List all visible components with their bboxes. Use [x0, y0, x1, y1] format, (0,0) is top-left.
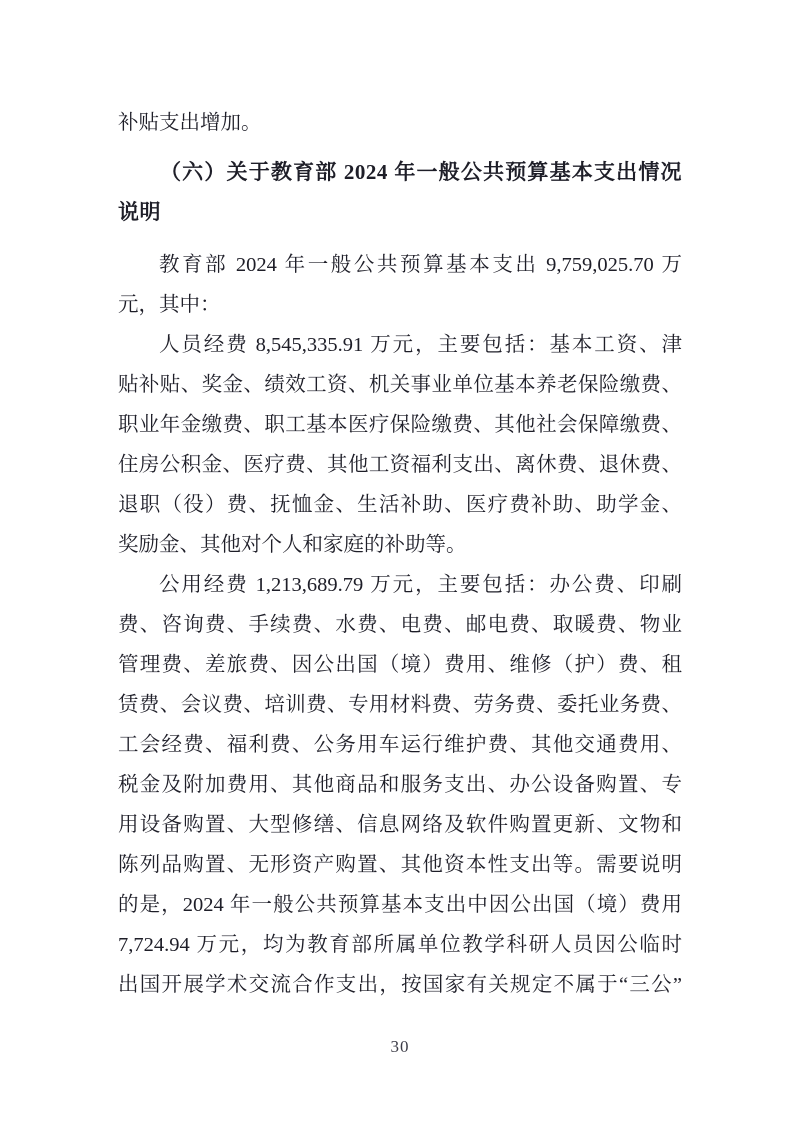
- text-blocks: [118, 103, 682, 1005]
- paragraph: [118, 325, 682, 565]
- text-line: 奖励金、其他对个人和家庭的补助等。: [118, 534, 467, 556]
- text-line: 公用经费 1,213,689.79 万元，主要包括：办公费、印刷: [159, 574, 682, 596]
- paragraph: [118, 103, 682, 143]
- text-line: 教育部 2024 年一般公共预算基本支出 9,759,025.70 万: [159, 254, 682, 276]
- paragraph: [118, 245, 682, 325]
- text-line: 退职（役）费、抚恤金、生活补助、医疗费补助、助学金、: [118, 494, 682, 516]
- text-line: 管理费、差旅费、因公出国（境）费用、维修（护）费、租: [118, 654, 682, 676]
- text-line: 赁费、会议费、培训费、专用材料费、劳务费、委托业务费、: [118, 694, 682, 716]
- text-line: 贴补贴、奖金、绩效工资、机关事业单位基本养老保险缴费、: [118, 374, 682, 396]
- text-line: 用设备购置、大型修缮、信息网络及软件购置更新、文物和: [118, 814, 682, 836]
- paragraph: [118, 565, 682, 1005]
- text-line: 7,724.94 万元，均为教育部所属单位教学科研人员因公临时: [118, 934, 682, 956]
- text-line: 人员经费 8,545,335.91 万元，主要包括：基本工资、津: [159, 334, 682, 356]
- text-line: 费、咨询费、手续费、水费、电费、邮电费、取暖费、物业: [118, 614, 682, 636]
- text-line: 补贴支出增加。: [118, 112, 262, 134]
- text-line: 职业年金缴费、职工基本医疗保险缴费、其他社会保障缴费、: [118, 414, 682, 436]
- section-heading: [118, 152, 682, 232]
- text-line: 出国开展学术交流合作支出，按国家有关规定不属于“三公”: [118, 974, 682, 996]
- text-line: 税金及附加费用、其他商品和服务支出、办公设备购置、专: [118, 774, 682, 796]
- text-line: （六）关于教育部 2024 年一般公共预算基本支出情况: [160, 160, 682, 184]
- text-line: 元，其中：: [118, 294, 221, 316]
- text-line: 说明: [118, 200, 161, 224]
- text-line: 的是，2024 年一般公共预算基本支出中因公出国（境）费用: [118, 894, 682, 916]
- text-line: 工会经费、福利费、公务用车运行维护费、其他交通费用、: [118, 734, 682, 756]
- text-line: 住房公积金、医疗费、其他工资福利支出、离休费、退休费、: [118, 454, 682, 476]
- text-line: 陈列品购置、无形资产购置、其他资本性支出等。需要说明: [118, 854, 682, 876]
- page-number: 30: [390, 1037, 410, 1056]
